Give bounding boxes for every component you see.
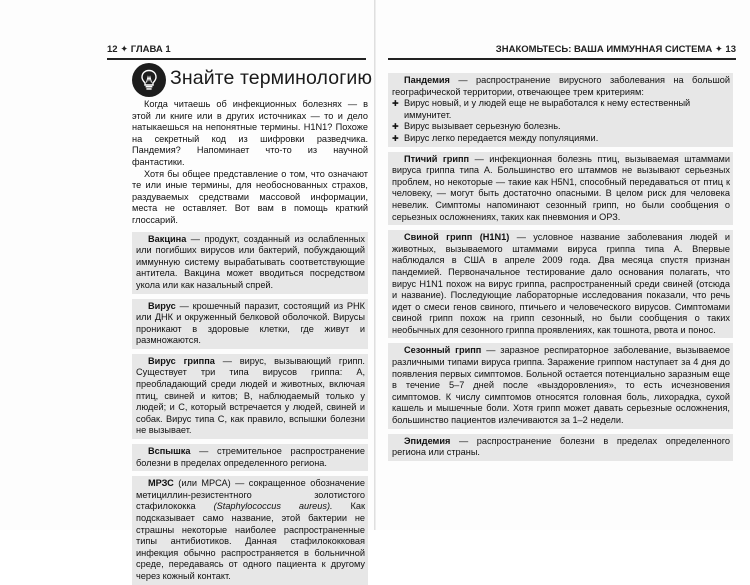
intro-paragraph-1: Когда читаешь об инфекционных болезнях — в этой ли книге или в других источниках — то и дело натыкаешься на непонятные термины. H1N1? Похоже на секретный код из шифровки разведчика. Пандемия? Напоминает что-то из научной фантастики. (132, 99, 368, 167)
right-header-rule (388, 58, 736, 60)
glossary-latin-name: (Staphylococcus aureus). (213, 501, 333, 512)
glossary-definition: — стремительное распространение болезни в пределах определенного региона. (136, 446, 365, 468)
glossary-definition: — условное название заболевания людей и животных, вызываемого штаммами вируса гриппа типа А. Впервые наблюдался в США в апреле 2009 года. Два месяца спустя признан пандемией. Первоначальное тестирование дало основания полагать, что вирус H1N1 похож на вирус гриппа, распространенный среди свиней (отсюда и название). Последующие лабораторные исследования показали, что речь идет о смеси генов свиного, птичьего и человеческого вирусов. Симптомами свиной грипп похож на грипп сезонный, но были сообщения о таких необычных для сезонного гриппа проявлениях, как тошнота, рвота и понос. (392, 232, 731, 335)
list-item: ✚ Вирус новый, и у людей еще не выработался к нему естественный иммунитет. (392, 98, 730, 121)
glossary-entry-pandemic (388, 73, 733, 147)
glossary-term: Вакцина (148, 233, 187, 244)
right-page-text (388, 65, 733, 461)
right-page (376, 0, 750, 530)
glossary-entry-vaccine (132, 232, 368, 294)
pandemic-criteria-list (392, 98, 730, 144)
glossary-entry-flu-virus (132, 354, 368, 439)
section-title-block (132, 63, 373, 99)
glossary-definition: — распространение вирусного заболевания на большой географической территории, отвечающее трем критериям: (392, 75, 730, 97)
glossary-term: Вирус гриппа (148, 355, 215, 366)
glossary-definition: — распространение болезни в пределах определенного региона или страны. (392, 435, 730, 458)
intro-paragraph-2: Хотя бы общее представление о том, что означают те или иные термины, для необоснованных страхов, раздуваемых средствами массовой информации, места не оставляет. Вот вам в помощь краткий глоссарий. (132, 168, 368, 225)
right-running-header: ЗНАКОМЬТЕСЬ: ВАША ИММУННАЯ СИСТЕМА ✦ 13 (495, 44, 736, 55)
glossary-definition: — крошечный паразит, состоящий из РНК или ДНК и окруженный белковой оболочкой. Вирусы проникают в здоровые клетки, где живут и размножаются. (136, 300, 365, 346)
list-item: ✚ Вирус легко передается между популяциями. (392, 133, 730, 145)
glossary-entry-bird-flu (388, 152, 733, 226)
glossary-entry-epidemic (388, 434, 733, 461)
left-page (0, 0, 374, 581)
glossary-term: Вспышка (148, 446, 191, 457)
glossary-entry-mrsa (132, 476, 368, 584)
glossary-term: Пандемия (404, 75, 450, 85)
glossary-term: Эпидемия (404, 435, 451, 446)
list-item: ✚ Вирус вызывает серьезную болезнь. (392, 121, 730, 133)
glossary-entry-seasonal-flu (388, 343, 733, 428)
left-page-text (132, 99, 368, 585)
glossary-definition: — вирус, вызывающий грипп. Существует три типа вирусов гриппа: А, преобладающий среди людей и животных, включая птиц, свиней и китов; В, наблюдаемый только у людей; и С, который встречается у людей, свиней и собак. Вирус типа С, как правило, вспышки болезни не вызывает. (136, 355, 365, 436)
glossary-definition: (или МРСА) — сокращенное обозначение метициллин-резистентного золотистого стафилококка (136, 478, 365, 512)
section-title: Знайте терминологию (170, 67, 373, 89)
glossary-definition: — инфекционная болезнь птиц, вызываемая штаммами вируса гриппа типа А. Большинство его штаммов не вызывают серьезных проблем, но некоторые — такие как H5N1, способный передаваться от птиц к человеку, — могут быть достаточно опасными. В целом риск для человека невелик. Симптомы напоминают сезонный грипп, но были сообщения о серьезных осложнениях, таких как пневмония и ОРЗ. (392, 153, 731, 222)
glossary-term: Вирус (148, 300, 176, 311)
glossary-term: МРЗС (148, 478, 174, 489)
glossary-definition: — продукт, созданный из ослабленных или погибших вирусов или бактерий, побуждающий иммунную систему вырабатывать соответствующие антитела. Вакцина может вводиться посредством укола или как назальный спрей. (136, 233, 365, 290)
glossary-term: Сезонный грипп (404, 345, 482, 356)
left-header-rule (107, 58, 366, 60)
left-running-header: 12 ✦ ГЛАВА 1 (107, 44, 171, 55)
glossary-term: Птичий грипп (404, 153, 470, 164)
glossary-entry-virus (132, 299, 368, 349)
glossary-definition: — заразное респираторное заболевание, вызываемое различными типами вируса гриппа. Заражение гриппом наступает за 4 дня до появления первых симптомов. Больной остается потенциально заразным еще в течение 5–7 дней после «выздоровления», то есть исчезновения симптомов. К числу симптомов относятся головная боль, лихорадка, сухой кашель и мышечные боли. Хотя грипп может давать серьезные осложнения, большинство пациентов излечиваются за 1–2 недели. (392, 345, 730, 426)
glossary-term: Свиной грипп (H1N1) (404, 232, 510, 243)
lightbulb-icon-glyph (140, 69, 158, 91)
glossary-entry-swine-flu (388, 230, 733, 338)
lightbulb-icon (132, 63, 166, 97)
glossary-entry-outbreak (132, 444, 368, 471)
glossary-definition-tail: Как подсказывает само название, этой бактерии не страшны некоторые наиболее распространенные типы антибиотиков. Данная стафилококковая инфекция обычно распространяется в больничной среде, передаваясь от одного пациента к другому через кожный контакт. (136, 501, 365, 581)
